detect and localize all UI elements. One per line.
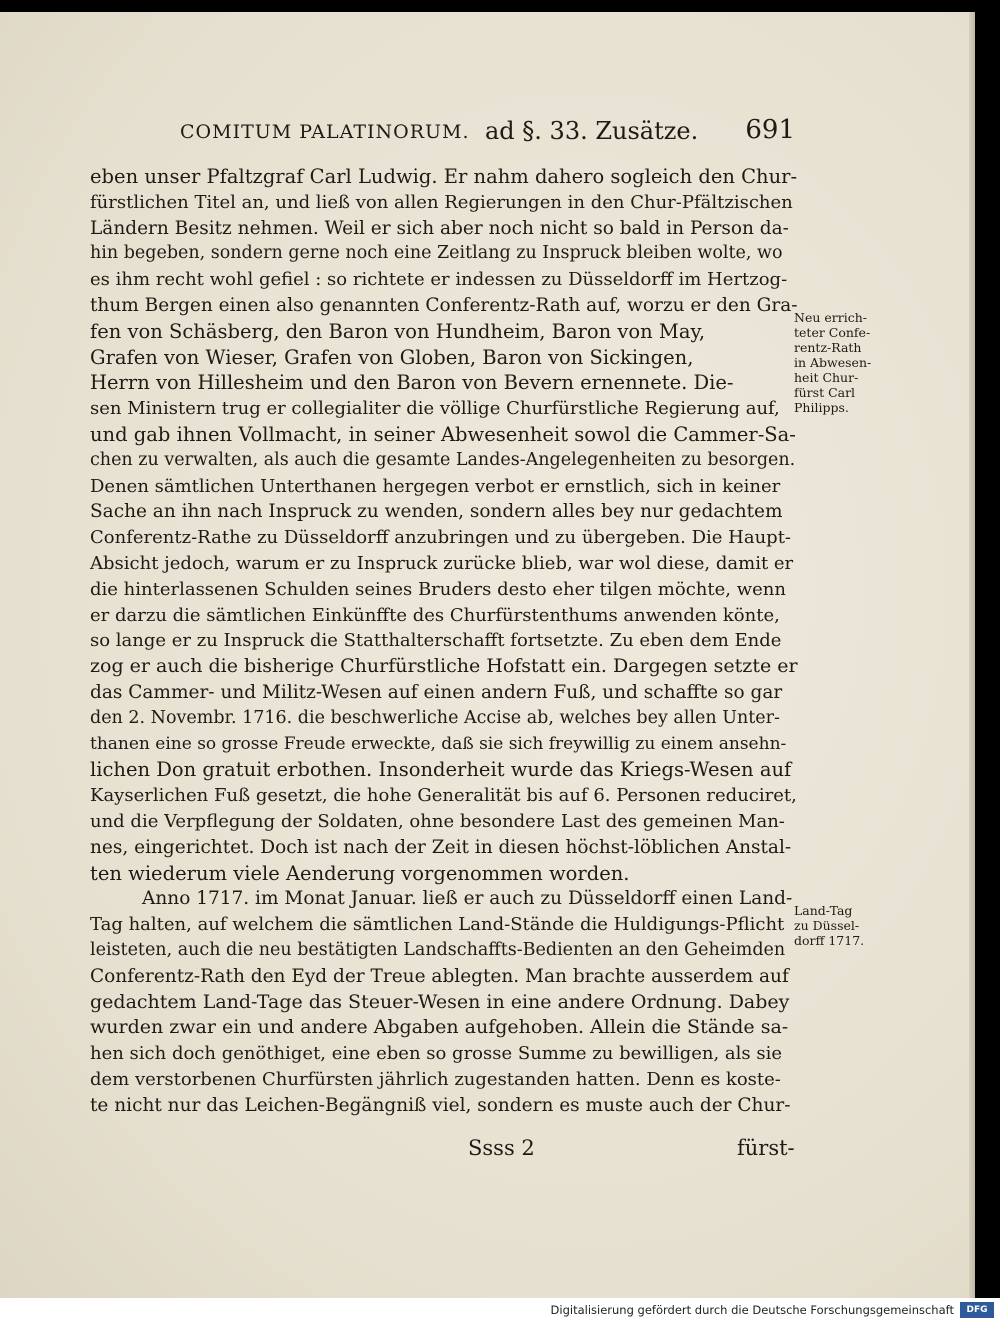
dfg-logo: DFG xyxy=(960,1302,994,1318)
text-line: und die Verpflegung der Soldaten, ohne besondere Last des gemeinen Man- xyxy=(90,810,785,832)
text-line: te nicht nur das Leichen-Begängniß viel, sondern es muste auch der Chur- xyxy=(90,1094,791,1116)
body-text xyxy=(90,164,798,1118)
text-line: er darzu die sämtlichen Einkünffte des Churfürstenthums anwenden könte, xyxy=(90,604,780,626)
margin-note-line: Philipps. xyxy=(794,400,849,415)
text-line: und gab ihnen Vollmacht, in seiner Abwesenheit sowol die Cammer-Sa- xyxy=(90,422,796,446)
text-line: ten wiederum viele Aenderung vorgenommen worden. xyxy=(90,861,630,885)
text-line: gedachtem Land-Tage das Steuer-Wesen in eine andere Ordnung. Dabey xyxy=(90,990,790,1013)
text-line: sen Ministern trug er collegialiter die völlige Churfürstliche Regierung auf, xyxy=(90,398,780,420)
text-line: Herrn von Hillesheim und den Baron von Bevern ernennete. Die- xyxy=(90,371,734,395)
running-head xyxy=(180,115,795,149)
text-line: thum Bergen einen also genannten Conferentz-Rath auf, worzu er den Gra- xyxy=(90,294,798,316)
text-line: Absicht jedoch, warum er zu Inspruck zurücke blieb, war wol diese, damit er xyxy=(90,552,794,574)
catchword: fürst- xyxy=(737,1136,795,1160)
footer-credit: Digitalisierung gefördert durch die Deutsche Forschungsgemeinschaft xyxy=(550,1303,954,1317)
margin-note-line: heit Chur- xyxy=(794,370,859,385)
margin-note-land-tag xyxy=(794,903,884,948)
text-line: Conferentz-Rath den Eyd der Treue ablegten. Man brachte ausserdem auf xyxy=(90,965,789,987)
text-line: Conferentz-Rathe zu Düsseldorff anzubringen und zu übergeben. Die Haupt- xyxy=(90,527,792,549)
text-line: hin begeben, sondern gerne noch eine Zeitlang zu Inspruck bleiben wolte, wo xyxy=(90,243,783,264)
text-line: nes, eingerichtet. Doch ist nach der Zeit in diesen höchst-löblichen Anstal- xyxy=(90,836,792,858)
text-line: den 2. Novembr. 1716. die beschwerliche Accise ab, welches bey allen Unter- xyxy=(90,707,780,728)
margin-note-conferentz-rath xyxy=(794,310,884,415)
running-head-title: COMITUM PALATINORUM. xyxy=(180,121,470,143)
book-page xyxy=(0,12,975,1298)
margin-note-line: rentz-Rath xyxy=(794,340,862,355)
margin-note-line: in Abwesen- xyxy=(794,355,872,370)
footer-bar xyxy=(0,1298,1000,1323)
margin-note-line: Land-Tag xyxy=(794,903,853,918)
text-line: dem verstorbenen Churfürsten jährlich zugestanden hatten. Denn es koste- xyxy=(90,1068,781,1090)
margin-note-line: Neu errich- xyxy=(794,310,867,325)
margin-note-line: zu Düssel- xyxy=(794,918,860,933)
signature-mark: Ssss 2 xyxy=(468,1136,535,1160)
text-line: zog er auch die bisherige Churfürstliche Hofstatt ein. Dargegen setzte er xyxy=(90,655,798,678)
text-line: Ländern Besitz nehmen. Weil er sich aber noch nicht so bald in Person da- xyxy=(90,217,789,239)
text-line: Sache an ihn nach Inspruck zu wenden, sondern alles bey nur gedachtem xyxy=(90,501,783,523)
margin-note-line: teter Confe- xyxy=(794,325,871,340)
text-line: so lange er zu Inspruck die Statthalterschafft fortsetzte. Zu eben dem Ende xyxy=(90,630,782,652)
text-line: fen von Schäsberg, den Baron von Hundheim, Baron von May, xyxy=(90,319,706,343)
page-number: 691 xyxy=(745,115,795,145)
text-line: das Cammer- und Militz-Wesen auf einen andern Fuß, und schaffte so gar xyxy=(90,681,783,703)
text-line: hen sich doch genöthiget, eine eben so grosse Summe zu bewilligen, als sie xyxy=(90,1043,783,1065)
text-line: fürstlichen Titel an, und ließ von allen Regierungen in den Chur-Pfältzischen xyxy=(90,191,793,213)
text-line: es ihm recht wohl gefiel : so richtete er indessen zu Düsseldorff im Hertzog- xyxy=(90,269,788,291)
text-line: thanen eine so grosse Freude erweckte, daß sie sich freywillig zu einem ansehn- xyxy=(90,733,787,754)
text-line: chen zu verwalten, als auch die gesamte Landes-Angelegenheiten zu besorgen. xyxy=(90,449,796,470)
text-line: Denen sämtlichen Unterthanen hergegen verbot er ernstlich, sich in keiner xyxy=(90,475,781,497)
text-line: Grafen von Wieser, Grafen von Globen, Baron von Sickingen, xyxy=(90,345,694,369)
page-edge xyxy=(969,12,975,1298)
text-line: eben unser Pfaltzgraf Carl Ludwig. Er nahm dahero sogleich den Chur- xyxy=(90,165,798,188)
text-line: Anno 1717. im Monat Januar. ließ er auch zu Düsseldorff einen Land- xyxy=(142,888,793,910)
text-line: wurden zwar ein und andere Abgaben aufgehoben. Allein die Stände sa- xyxy=(90,1016,789,1039)
text-line: Tag halten, auf welchem die sämtlichen Land-Stände die Huldigungs-Pflicht xyxy=(90,914,785,936)
margin-note-line: fürst Carl xyxy=(794,385,856,400)
margin-note-line: dorff 1717. xyxy=(794,933,865,948)
running-head-section: ad §. 33. Zusätze. xyxy=(485,117,699,145)
text-line: Kayserlichen Fuß gesetzt, die hohe Generalität bis auf 6. Personen reduciret, xyxy=(90,785,797,807)
text-line: die hinterlassenen Schulden seines Bruders desto eher tilgen möchte, wenn xyxy=(90,578,786,600)
text-line: leisteten, auch die neu bestätigten Landschaffts-Bedienten an den Geheimden xyxy=(90,939,786,960)
text-line: lichen Don gratuit erbothen. Insonderheit wurde das Kriegs-Wesen auf xyxy=(90,758,792,782)
